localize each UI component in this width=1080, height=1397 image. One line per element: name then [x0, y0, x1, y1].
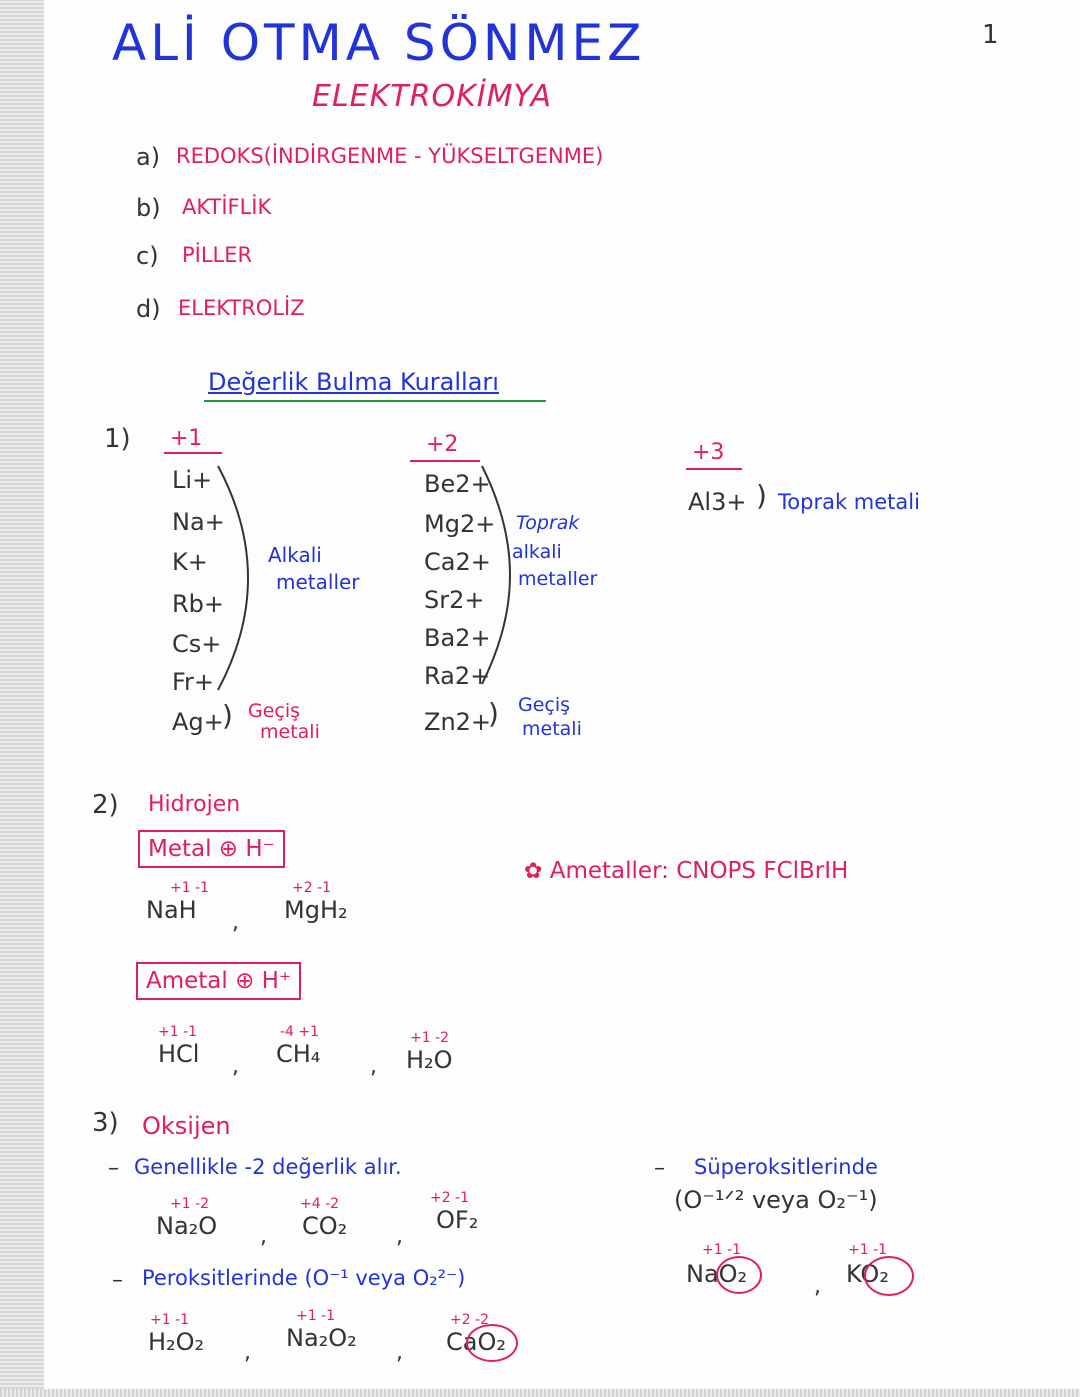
of2-formula: OF₂	[436, 1206, 479, 1234]
ion-mg: Mg2+	[424, 510, 496, 538]
nah-formula: NaH	[146, 896, 197, 924]
nao2-formula: NaO₂	[686, 1260, 748, 1288]
ion-al: Al3+	[688, 488, 747, 516]
ion-na: Na+	[172, 508, 225, 536]
alkaline-earth-label-1: Toprak	[516, 512, 580, 534]
rule3-title: Oksijen	[142, 1112, 231, 1140]
bullet-dash: –	[654, 1156, 665, 1181]
binder-margin	[0, 0, 44, 1397]
na2o-formula: Na₂O	[156, 1212, 218, 1240]
alkali-label-1: Alkali	[268, 543, 322, 567]
na2o-oxidation: +1 -2	[170, 1196, 210, 1212]
topic-marker-b: b)	[136, 194, 161, 222]
comma: ,	[396, 1340, 403, 1365]
topic-marker-c: c)	[136, 242, 159, 270]
alkaline-earth-label-3: metaller	[518, 568, 598, 590]
subject-title: ELEKTROKİMYA	[312, 79, 553, 114]
alkali-bracket	[214, 462, 254, 694]
na2o2-formula: Na₂O₂	[286, 1324, 357, 1352]
cao2-oxidation: +2 -2	[450, 1312, 490, 1328]
zn-label-1: Geçiş	[518, 694, 571, 716]
ion-ra: Ra2+	[424, 662, 491, 690]
superoxide-forms: (O⁻¹ᐟ² veya O₂⁻¹)	[674, 1186, 878, 1214]
metal-hydride-box: Metal ⊕ H⁻	[138, 830, 285, 868]
col2-header: +2	[426, 432, 459, 457]
topic-marker-d: d)	[136, 295, 161, 323]
cao2-circle	[466, 1324, 518, 1362]
heading-underline	[204, 400, 546, 402]
peroxide-note: Peroksitlerinde (O⁻¹ veya O₂²⁻)	[142, 1266, 466, 1290]
topic-elektroliz: ELEKTROLİZ	[178, 296, 305, 320]
h2o-oxidation: +1 -2	[410, 1030, 450, 1046]
cao2-formula: CaO₂	[446, 1328, 506, 1356]
ion-fr: Fr+	[172, 668, 215, 696]
of2-oxidation: +2 -1	[430, 1190, 470, 1206]
alkaline-earth-bracket	[478, 462, 518, 688]
ag-label-2: metali	[260, 721, 320, 743]
h2o2-formula: H₂O₂	[148, 1328, 205, 1356]
topic-aktiflik: AKTİFLİK	[182, 195, 272, 219]
nao2-circle	[716, 1256, 762, 1294]
ion-be: Be2+	[424, 470, 491, 498]
h2o-formula: H₂O	[406, 1046, 453, 1074]
comma: ,	[396, 1224, 403, 1249]
flower-icon: ✿	[524, 859, 543, 884]
nah-oxidation: +1 -1	[170, 880, 210, 896]
col1-header: +1	[170, 426, 203, 451]
ion-ca: Ca2+	[424, 548, 491, 576]
ion-ag: Ag+	[172, 708, 224, 736]
co2-formula: CO₂	[302, 1212, 348, 1240]
bullet-dash: –	[108, 1156, 119, 1181]
comma: ,	[232, 1054, 239, 1079]
alkali-label-2: metaller	[276, 570, 360, 594]
rule1-number: 1)	[104, 424, 131, 454]
hcl-oxidation: +1 -1	[158, 1024, 198, 1040]
comma: ,	[370, 1054, 377, 1079]
mgh2-formula: MgH₂	[284, 896, 348, 924]
comma: ,	[244, 1340, 251, 1365]
col3-header-line	[686, 468, 742, 470]
zn-paren: )	[488, 697, 499, 730]
al-label: Toprak metali	[778, 490, 920, 514]
comma: ,	[260, 1224, 267, 1249]
ion-ba: Ba2+	[424, 624, 491, 652]
ch4-formula: CH₄	[276, 1040, 321, 1068]
ion-zn: Zn2+	[424, 708, 492, 736]
ion-rb: Rb+	[172, 590, 225, 618]
ko2-formula: KO₂	[846, 1260, 889, 1288]
al-paren: )	[756, 479, 767, 512]
mgh2-oxidation: +2 -1	[292, 880, 332, 896]
col3-header: +3	[692, 440, 725, 465]
topic-piller: PİLLER	[182, 243, 253, 267]
ion-k: K+	[172, 548, 208, 576]
nonmetals-text: Ametaller: CNOPS FClBrIH	[549, 858, 849, 884]
col2-header-line	[410, 460, 480, 462]
comma: ,	[814, 1274, 821, 1299]
nonmetal-hydride-box: Ametal ⊕ H⁺	[136, 962, 301, 1000]
bullet-dash: –	[112, 1268, 123, 1293]
ko2-circle	[864, 1256, 914, 1296]
section-heading: Değerlik Bulma Kuralları	[208, 368, 499, 396]
rule2-number: 2)	[92, 790, 119, 820]
zn-label-2: metali	[522, 718, 582, 740]
ko2-oxidation: +1 -1	[848, 1242, 888, 1258]
alkaline-earth-label-2: alkali	[512, 541, 562, 563]
ag-label-1: Geçiş	[248, 700, 301, 722]
h2o2-oxidation: +1 -1	[150, 1312, 190, 1328]
rule3-number: 3)	[92, 1108, 119, 1138]
page-number: 1	[982, 20, 999, 50]
topic-marker-a: a)	[136, 143, 161, 171]
rule2-title: Hidrojen	[148, 792, 241, 817]
ion-li: Li+	[172, 466, 213, 494]
author-name: ALİ OTMA SÖNMEZ	[112, 14, 646, 72]
col1-header-line	[164, 452, 222, 454]
oxygen-general-note: Genellikle -2 değerlik alır.	[134, 1155, 402, 1179]
ag-paren: )	[222, 699, 233, 732]
nonmetals-note	[524, 860, 848, 883]
hcl-formula: HCl	[158, 1040, 200, 1068]
scan-edge	[0, 1389, 1080, 1397]
nao2-oxidation: +1 -1	[702, 1242, 742, 1258]
comma: ,	[232, 910, 239, 935]
co2-oxidation: +4 -2	[300, 1196, 340, 1212]
ch4-oxidation: -4 +1	[280, 1024, 320, 1040]
topic-redoks: REDOKS(İNDİRGENME - YÜKSELTGENME)	[176, 144, 604, 168]
ion-cs: Cs+	[172, 630, 222, 658]
ion-sr: Sr2+	[424, 586, 485, 614]
na2o2-oxidation: +1 -1	[296, 1308, 336, 1324]
superoxide-note: Süperoksitlerinde	[694, 1155, 878, 1179]
